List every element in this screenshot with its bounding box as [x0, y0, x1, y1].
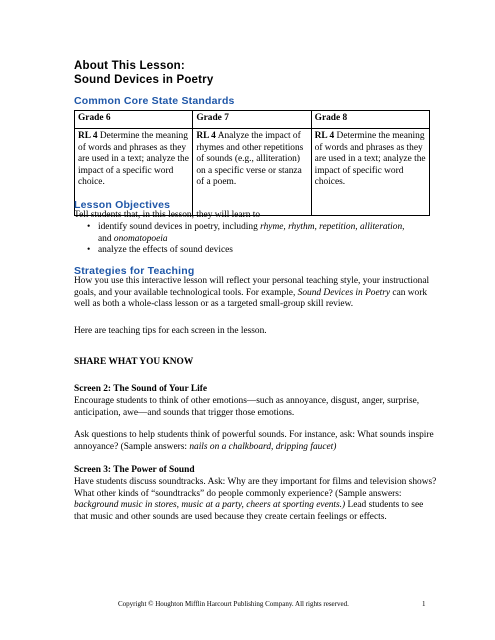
bullet-icon: • [87, 222, 91, 232]
objectives-heading: Lesson Objectives [74, 199, 171, 211]
screen-3-text-end: Lead students to see that music and other sounds are used because they create certain feelings or effects. [74, 500, 424, 522]
table-cell-grade-8 [311, 129, 429, 216]
ccss-heading: Common Core State Standards [74, 95, 235, 107]
screen-2-paragraph-1: Encourage students to think of other emotions—such as annoyance, disgust, anger, surprise, anticipation, awe—and sounds that trigger those emotions. [74, 396, 420, 418]
table-header-grade-6: Grade 6 [75, 111, 193, 129]
screen-3-heading: Screen 3: The Power of Sound [74, 465, 195, 475]
list-item [74, 222, 439, 245]
standard-code: RL 4 [196, 131, 216, 141]
screen-3-paragraph [74, 477, 439, 523]
objectives-intro: Tell students that, in this lesson, they will learn to [74, 210, 261, 220]
standard-text: Determine the meaning of words and phrases as they are used in a text; analyze the impact of specific word choices. [314, 131, 426, 188]
lesson-title [74, 59, 213, 87]
objective-text: identify sound devices in poetry, including [98, 222, 261, 232]
table-header-grade-7: Grade 7 [193, 111, 311, 129]
strategies-text-end: can work well as both a whole-class lesson or as a targeted small-group skill review. [74, 287, 428, 310]
title-line-1: About This Lesson: [74, 60, 185, 72]
bullet-icon: • [87, 245, 91, 256]
screen-2-paragraph-2 [74, 430, 439, 453]
screen-2-sample-answers: nails on a chalkboard, dripping faucet) [189, 441, 337, 452]
table-cell-grade-7 [193, 129, 311, 216]
page-number: 1 [422, 600, 426, 608]
standard-text: Analyze the impact of rhymes and other repetitions of sounds (e.g., alliteration) on a specific verse or stanza of a poem. [196, 131, 304, 188]
table-header-grade-8: Grade 8 [311, 111, 429, 129]
screen-3-sample-answers: background music in stores, music at a party, cheers at sporting events.) [74, 500, 346, 511]
share-heading: SHARE WHAT YOU KNOW [74, 357, 194, 367]
objective-text: analyze the effects of sound devices [98, 245, 233, 256]
objective-text-and: and [98, 233, 114, 244]
strategies-text: How you use this interactive lesson will reflect your personal teaching style, your instructional goals, and your available technological tools. For example, [74, 276, 430, 298]
title-line-2: Sound Devices in Poetry [74, 74, 214, 86]
strategies-paragraph [74, 276, 439, 311]
lesson-name-italic: Sound Devices in Poetry [297, 287, 391, 298]
strategies-heading: Strategies for Teaching [74, 265, 195, 277]
standard-code: RL 4 [314, 131, 335, 141]
objectives-list [74, 222, 439, 257]
list-item [74, 245, 439, 257]
screen-2-text: Ask questions to help students think of powerful sounds. For instance, ask: What sounds inspire annoyance? (Sample answers: [74, 430, 434, 452]
screen-2-heading: Screen 2: The Sound of Your Life [74, 384, 208, 394]
standard-code: RL 4 [78, 131, 98, 141]
screen-3-text: Have students discuss soundtracks. Ask: Why are they important for films and television shows? What other kinds of “soundtracks” do people commonly experience? (Sample answers: [74, 477, 437, 499]
strategies-tips-intro: Here are teaching tips for each screen in the lesson. [74, 326, 267, 336]
standard-text: Determine the meaning of words and phrases as they are used in a text; analyze the impact of a specific word choice. [78, 131, 189, 188]
copyright-notice: Copyright © Houghton Mifflin Harcourt Publishing Company. All rights reserved. [118, 600, 349, 608]
objective-terms: rhyme, rhythm, repetition, alliteration, [260, 222, 405, 232]
table-header-row [75, 111, 430, 129]
objective-term-last: onomatopoeia [113, 233, 168, 244]
